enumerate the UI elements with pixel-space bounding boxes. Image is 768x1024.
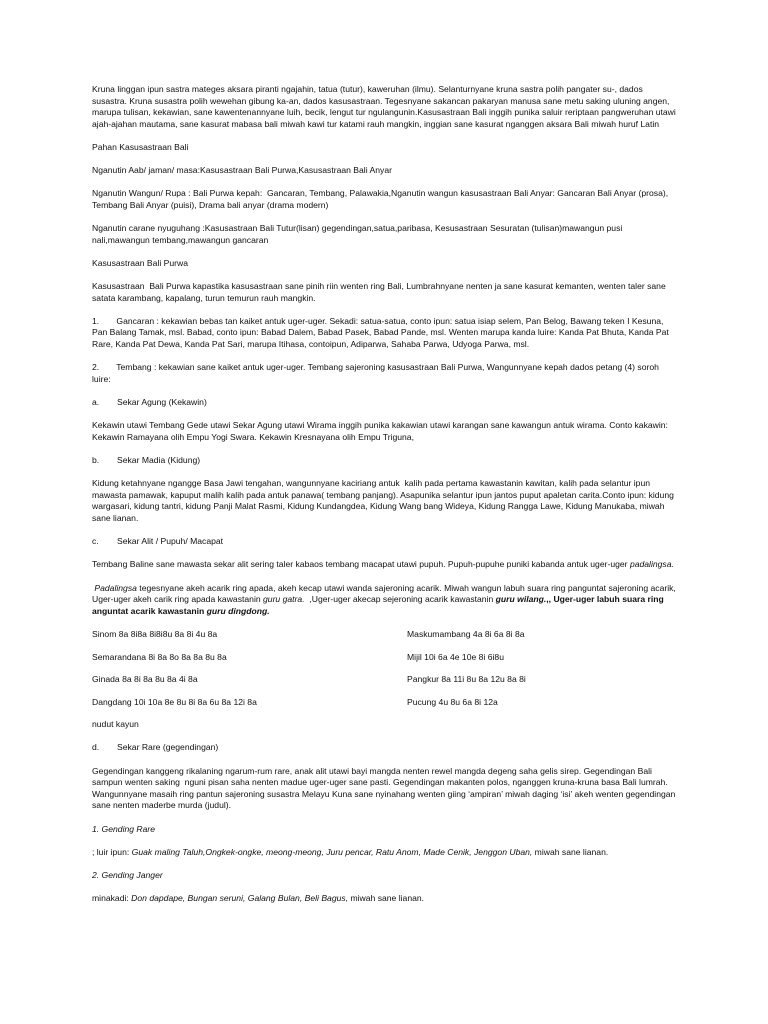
- italic-term: padalingsa.: [629, 559, 674, 570]
- bold-italic-term: guru wilang.: [495, 594, 547, 605]
- list-text: Gancaran : kekawian bebas tan kaiket antuk uger-uger. Sekadi: satua-satua, conto ipun: satua isiap selem, Pan Belog, Bawang teken I Kesuna, Pan Balang Tamak, msl. Babad, conto ipun: Babad Dalem, Babad Pasek, Babad Pande, msl. Wenten marupa kanda luire: Kanda Pat Bhuta, Kanda Pat Rare, Kanda Pat Dewa, Kanda Pat Sari, marupa Itihasa, contoipun, Adiparwa, Sahaba Parwa, Udyoga Parwa, msl.: [92, 315, 672, 350]
- list-item-gancaran: [92, 316, 676, 351]
- meter-entry: Semarandana 8i 8a 8o 8a 8a 8u 8a: [92, 651, 227, 662]
- subitem-title: Sekar Madia (Kidung): [117, 455, 201, 465]
- section-heading: Pahan Kasusastraan Bali: [92, 141, 189, 152]
- gending-janger-heading: 2. Gending Janger: [92, 870, 163, 880]
- body-text: Tembang Baline sane mawasta sekar alit sering taler kabaos tembang macapat utawi pupuh. Pupuh-pupuhe puniki kabanda antuk uger-uger: [92, 559, 630, 570]
- meter-entry: Maskumambang 4a 8i 6a 8i 8a: [407, 628, 525, 639]
- subitem-body-a: Kekawin utawi Tembang Gede utawi Sekar Agung utawi Wirama inggih punika kakawian utawi karangan sane kawangun antuk wirama. Conto kakawin: Kekawin Ramayana olih Empu Yogi Swara. Kekawin Kresnayana olih Empu Triguna,: [92, 420, 671, 442]
- body-text: minakadi:: [92, 893, 132, 904]
- meter-entry: Pucung 4u 8u 6a 8i 12a: [407, 696, 498, 707]
- bold-text: ,, Uger-uger labuh suara ring anguntat acarik kawastanin: [92, 594, 667, 616]
- subitem-title: Sekar Agung (Kekawin): [117, 397, 207, 408]
- list-item-tembang: [92, 362, 676, 385]
- list-letter: a.: [92, 397, 100, 408]
- intro-paragraph: Kruna linggan ipun sastra mateges aksara piranti ngajahin, tatua (tutur), kaweruhan (ilmu). Selanturnyane kruna sastra polih pangater su-, dados susastra. Kruna susastra polih wewehan gibung ka-an, dados kasusastraan. Tegesnyane sakancan pakaryan manusa sane metu saking uluning angen, marupa tulisan, kekawian, sane kawentenannyane luih, becik, lengut tur ngulangunin.Kasusastraan Bali inggih punika saluir reriptaan pangweruhan utawi ajah-ajahan mautama, sane kasurat mabasa bali miwah kawi tur katami rauh mangkin, inggian sane kasurat nganggen aksara Bali miwah huruf Latin: [92, 84, 679, 129]
- meter-entry: Dangdang 10i 10a 8e 8u 8i 8a 6u 8a 12i 8a: [92, 696, 257, 707]
- subitem-body-b: Kidung ketahnyane ngangge Basa Jawi tengahan, wangunnyane kaciriang antuk kalih pada pertama kawastanin kawitan, kalih pada selantur ipun mawasta pamawak, kapuput malih kalih pada antuk panawa( tembang panjang). Asapunika selantur ipun jantos puput apaletan carita.Conto ipun: kidung wargasari, kidung tantri, kidung Panji Malat Rasmi, Kidung Kundangdea, Kidung Wang bang Wideya, Kidung Rangga Lawe, Kidung Manukaba, miwah sane lianan.: [92, 478, 677, 523]
- body-text: ; luir ipun:: [92, 846, 132, 857]
- italic-term: Don dapdape, Bungan seruni, Galang Bulan, Beli Bagus,: [131, 893, 349, 904]
- list-text: Tembang : kekawian sane kaiket antuk uger-uger. Tembang sajeroning kasusastraan Bali Purwa, Wangunnyane kepah dados petang (4) soroh luire:: [92, 362, 662, 384]
- list-letter: d.: [92, 742, 100, 753]
- list-number: 2.: [92, 362, 100, 373]
- subitem-heading-a: [92, 397, 676, 409]
- list-letter: c.: [92, 536, 99, 547]
- meter-table: [92, 629, 676, 708]
- subitem-heading-b: [92, 455, 676, 467]
- italic-term: Guak maling Taluh,Ongkek-ongke, meong-meong, Juru pencar, Ratu Anom, Made Cenik, Jenggon Uban,: [131, 846, 533, 857]
- subitem-title: Sekar Rare (gegendingan): [117, 742, 219, 753]
- gending-janger-list: [92, 893, 676, 905]
- subsection-heading: Kasusastraan Bali Purwa: [92, 257, 189, 268]
- subitem-body-c: [92, 559, 676, 571]
- body-text: ,Uger-uger akecap sejeroning acarik kawastanin: [304, 594, 496, 605]
- list-letter: b.: [92, 455, 100, 465]
- padalingsa-paragraph: [92, 582, 681, 618]
- subitem-body-d: Gegendingan kanggeng rikalaning ngarum-rum rare, anak alit utawi bayi mangda nenten rewel mangda degeng saha gelis sirep. Gegendingan Bali sampun wenten saking nguni pisan saha nenten madue uger-uger sane pasti. Gegendingan makanten polos, nganggen kruna-kruna basa Bali lumrah. Wangunnyane masaih ring pantun sajeroning susastra Melayu Kuna sane nyinahang wenten giing ‘ampiran’ miwah daging ‘isi’ akeh wenten gegendingan sane nenten maderbe murda (judul).: [92, 765, 678, 811]
- list-number: 1.: [92, 315, 100, 326]
- subitem-title: Sekar Alit / Pupuh/ Macapat: [117, 536, 224, 547]
- body-text: miwah sane lianan.: [532, 846, 609, 857]
- meter-entry: Sinom 8a 8i8a 8i8i8u 8a 8i 4u 8a: [92, 628, 218, 639]
- italic-term: Padalingsa: [94, 582, 137, 593]
- subitem-heading-c: [92, 536, 676, 548]
- gending-rare-list: [92, 847, 676, 859]
- body-text: tegesnyane akeh acarik ring apada, akeh kecap utawi wanda sajeroning acarik. Miwah wangun labuh suara ring panguntat sajeroning acarik, Uger-uger akeh carik ring apada kawastanin: [92, 582, 681, 605]
- nudut-kayun-line: nudut kayun: [92, 719, 139, 730]
- meter-entry: Mijil 10i 6a 4e 10e 8i 6i8u: [407, 651, 504, 662]
- subitem-heading-d: [92, 742, 676, 754]
- italic-term: guru gatra.: [263, 594, 305, 605]
- gending-rare-heading: 1. Gending Rare: [92, 823, 156, 834]
- bold-italic-term: guru dingdong.: [206, 605, 270, 616]
- body-text: miwah sane lianan.: [348, 893, 425, 904]
- meter-entry: Pangkur 8a 11i 8u 8a 12u 8a 8i: [407, 674, 526, 685]
- classification-era: Nganutin Aab/ jaman/ masa:Kasusastraan Bali Purwa,Kasusastraan Bali Anyar: [92, 165, 392, 176]
- classification-presentation: Nganutin carane nyuguhang :Kasusastraan Bali Tutur(lisan) gegendingan,satua,paribasa, Kesusastraan Sesuratan (tulisan)mawangun pusi nali,mawangun tembang,mawangun gancaran: [92, 223, 625, 245]
- meter-entry: Ginada 8a 8i 8a 8u 8a 4i 8a: [92, 674, 198, 685]
- purwa-paragraph: Kasusastraan Bali Purwa kapastika kasusastraan sane pinih riin wenten ring Bali, Lumbrahnyane nenten ja sane kasurat kemanten, wenten taler sane satata karambang, kapalang, turun temurun rauh mangkin.: [92, 281, 669, 303]
- classification-form: Nganutin Wangun/ Rupa : Bali Purwa kepah: Gancaran, Tembang, Palawakia,Nganutin wangun kasusastraan Bali Anyar: Gancaran Bali Anyar (prosa), Tembang Bali Anyar (puisi), Drama bali anyar (drama modern): [92, 188, 671, 210]
